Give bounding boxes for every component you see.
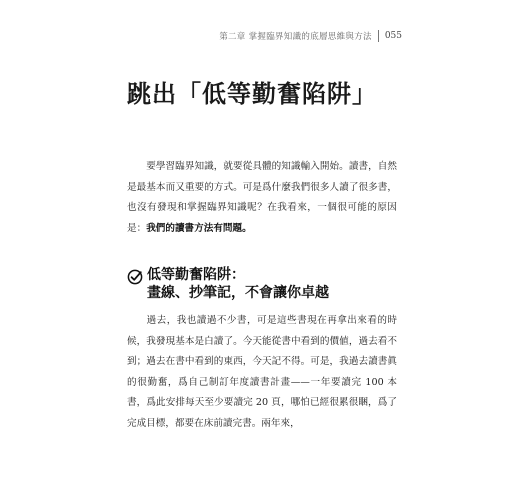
intro-paragraph-emphasis: 我們的讀書方法有問題。: [146, 222, 252, 234]
header-divider: [378, 30, 379, 42]
body-paragraph: [127, 311, 397, 434]
chapter-title: 第二章 掌握臨界知識的底層思維與方法: [219, 32, 372, 42]
subheading-line-2: 畫線、抄筆記，不會讓你卓越: [147, 285, 329, 301]
page-number: 055: [384, 31, 402, 41]
subheading: [127, 266, 329, 302]
intro-paragraph-text: 要學習臨界知識，就要從具體的知識輸入開始。讀書，自然是最基本而又重要的方式。可是爲什麼我們很多人讀了很多書，也沒有發現和掌握臨界知識呢？在我看來，一個很可能的原因是：: [127, 161, 397, 234]
subheading-line-1: 低等勤奮陷阱：: [147, 267, 245, 283]
intro-paragraph: [127, 157, 397, 239]
section-title: 跳出「低等勤奮陷阱」: [127, 79, 377, 108]
subheading-text: [147, 266, 329, 302]
page-header: [219, 30, 402, 42]
check-circle-icon: [127, 269, 143, 285]
body-paragraph-text: 過去，我也讀過不少書，可是這些書現在再拿出來看的時候，我發現基本是白讀了。今天能從書中看到的價値，過去看不到；過去在書中看到的東西，今天記不得。可是，我過去讀書眞的很勤奮，爲自己制訂年度讀書計畫——一年要讀完 100 本書，爲此安排每天至少要讀完 20 頁，哪怕已經很累很睏，爲了完成目標，都要在床前讀完書。兩年來，: [127, 315, 397, 429]
